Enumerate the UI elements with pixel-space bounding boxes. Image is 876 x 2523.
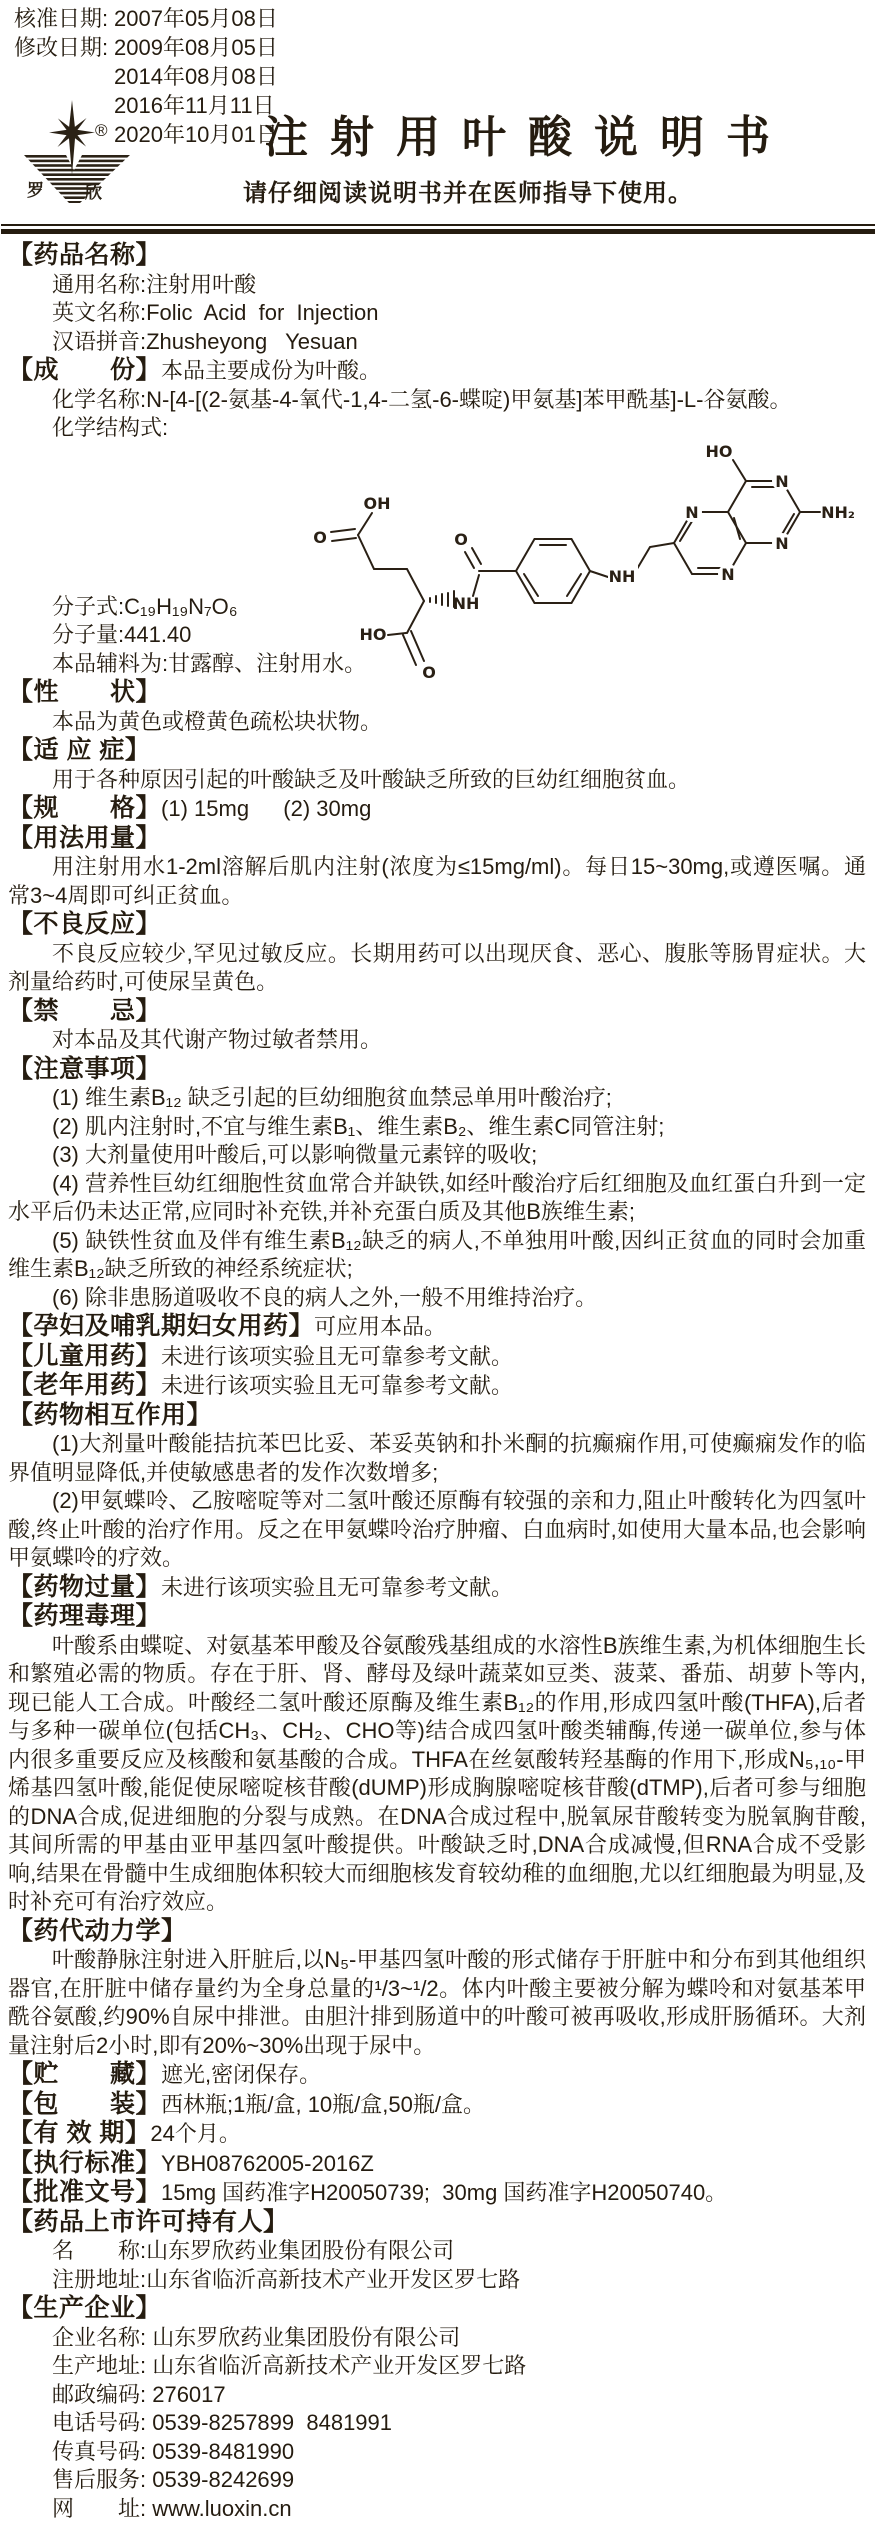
- section-heading: 【成 份】: [8, 356, 161, 384]
- section-pharmacology: [8, 1602, 866, 1917]
- atom-label: N: [685, 503, 698, 522]
- section-storage: [8, 2060, 866, 2090]
- text-line: 电话号码: 0539-8257899 8481991: [8, 2409, 866, 2438]
- section-heading: 【药物相互作用】: [8, 1401, 212, 1429]
- section-heading: 【药品名称】: [8, 241, 161, 269]
- section-strength: [8, 794, 866, 824]
- text-line: 对本品及其代谢产物过敏者禁用。: [8, 1026, 866, 1055]
- text-line: (2)甲氨蝶呤、乙胺嘧啶等对二氢叶酸还原酶有较强的亲和力,阻止叶酸转化为四氢叶酸,终止叶酸的治疗作用。反之在甲氨蝶呤治疗肿瘤、白血病时,如使用大量本品,也会影响甲氨蝶呤的疗效。: [8, 1487, 866, 1573]
- section-validity: [8, 2119, 866, 2149]
- logo-char-right: 欣: [85, 182, 102, 202]
- text-line: 不良反应较少,罕见过敏反应。长期用药可以出现厌食、恶心、腹胀等肠胃症状。大剂量给药时,可使尿呈黄色。: [8, 940, 866, 997]
- section-heading: 【有 效 期】: [8, 2119, 150, 2147]
- revision-date-value: 2014年08月08日: [114, 62, 278, 91]
- section-heading: 【儿童用药】: [8, 1342, 161, 1370]
- revision-date-value: 2016年11月11日: [114, 91, 278, 120]
- approval-date-value: 2007年05月08日: [114, 4, 278, 33]
- section-geriatric: [8, 1371, 866, 1401]
- section-heading: 【药理毒理】: [8, 1602, 161, 1630]
- section-heading: 【药品上市许可持有人】: [8, 2208, 289, 2236]
- section-pediatric: [8, 1342, 866, 1372]
- section-heading: 【药代动力学】: [8, 1917, 187, 1945]
- atom-label: O: [422, 663, 436, 682]
- text-line: 叶酸静脉注射进入肝脏后,以N₅-甲基四氢叶酸的形式储存于肝脏中和分布到其他组织器官,在肝脏中储存量约为全身总量的¹/3~¹/2。体内叶酸主要被分解为蝶呤和对氨基苯甲酰谷氨酸,约90%自尿中排泄。由胆汁排到肠道中的叶酸可被再吸收,形成肝肠循环。大剂量注射后2小时,即有20%~30%出现于尿中。: [8, 1946, 866, 2060]
- section-heading: 【贮 藏】: [8, 2060, 161, 2088]
- atom-label: OH: [364, 494, 391, 513]
- text-line: 售后服务: 0539-8242699: [8, 2466, 866, 2495]
- section-heading: 【适 应 症】: [8, 736, 150, 764]
- atom-label: NH₂: [821, 503, 855, 522]
- date-spacer: [14, 62, 112, 91]
- page-subtitle: 请仔细阅读说明书并在医师指导下使用。: [120, 178, 816, 209]
- text-line: 企业名称: 山东罗欣药业集团股份有限公司: [8, 2324, 866, 2353]
- text-line: 注册地址:山东省临沂高新技术产业开发区罗七路: [8, 2266, 866, 2295]
- section-heading: 【注意事项】: [8, 1055, 161, 1083]
- section-inline-text: 15mg 国药准字H20050739; 30mg 国药准字H20050740。: [161, 2180, 727, 2205]
- text-line: 叶酸系由蝶啶、对氨基苯甲酸及谷氨酸残基组成的水溶性B族维生素,为机体细胞生长和繁殖必需的物质。存在于肝、肾、酵母及绿叶蔬菜如豆类、菠菜、番茄、胡萝卜等内,现已能人工合成。叶酸经二氢叶酸还原酶及维生素B₁₂的作用,形成四氢叶酸(THFA),后者与多种一碳单位(包括CH₃、CH₂、CHO等)结合成四氢叶酸类辅酶,传递一碳单位,参与体内很多重要反应及核酸和氨基酸的合成。THFA在丝氨酸转羟基酶的作用下,形成N₅,₁₀-甲烯基四氢叶酸,能促使尿嘧啶核苷酸(dUMP)形成胸腺嘧啶核苷酸(dTMP),后者可参与细胞的DNA合成,促进细胞的分裂与成熟。在DNA合成过程中,脱氧尿苷酸转变为脱氧胸苷酸,其间所需的甲基由亚甲基四氢叶酸提供。叶酸缺乏时,DNA合成减慢,但RNA合成不受影响,结果在骨髓中生成细胞体积较大而细胞核发育较幼稚的血细胞,尤以红细胞最为明显,及时补充可有治疗效应。: [8, 1632, 866, 1917]
- section-heading: 【老年用药】: [8, 1371, 161, 1399]
- section-mah: [8, 2208, 866, 2295]
- section-indications: [8, 736, 866, 794]
- text-line: 网 址: www.luoxin.cn: [8, 2495, 866, 2523]
- atom-label: HO: [360, 625, 387, 644]
- approval-date-label: 核准日期:: [14, 4, 112, 33]
- page-title: 注射用叶酸说明书: [190, 116, 866, 160]
- double-rule-divider: [1, 224, 875, 234]
- section-heading: 【规 格】: [8, 794, 161, 822]
- section-heading: 【孕妇及哺乳期妇女用药】: [8, 1312, 314, 1340]
- star-icon: [43, 100, 100, 175]
- text-line: 化学结构式:: [8, 414, 866, 443]
- section-inline-text: 未进行该项实验且无可靠参考文献。: [161, 1575, 513, 1600]
- atom-label: NH: [453, 594, 480, 613]
- section-standard: [8, 2149, 866, 2179]
- section-pharmacokinetics: [8, 1917, 866, 2061]
- text-line: 生产地址: 山东省临沂高新技术产业开发区罗七路: [8, 2352, 866, 2381]
- section-inline-text: 遮光,密闭保存。: [161, 2062, 321, 2087]
- section-adverse-reactions: [8, 910, 866, 997]
- text-line: (4) 营养性巨幼红细胞性贫血常合并缺铁,如经叶酸治疗后红细胞及血红蛋白升到一定水平后仍未达正常,应同时补充铁,并补充蛋白质及其他B族维生素;: [8, 1170, 866, 1227]
- registered-mark-icon: ®: [95, 121, 108, 140]
- text-line: (3) 大剂量使用叶酸后,可以影响微量元素锌的吸收;: [8, 1141, 866, 1170]
- text-line: 本品为黄色或橙黄色疏松块状物。: [8, 708, 866, 737]
- section-interactions: [8, 1401, 866, 1573]
- text-line: 邮政编码: 276017: [8, 2381, 866, 2410]
- text-line: 化学名称:N-[4-[(2-氨基-4-氧代-1,4-二氢-6-蝶啶)甲氨基]苯甲酰基]-L-谷氨酸。: [8, 386, 866, 415]
- logo-char-left: 罗: [27, 180, 44, 200]
- section-heading: 【包 装】: [8, 2090, 161, 2118]
- section-ingredients: [8, 356, 866, 678]
- atom-label: HO: [706, 442, 733, 461]
- section-heading: 【性 状】: [8, 678, 161, 706]
- section-heading: 【药物过量】: [8, 1573, 161, 1601]
- text-line: 传真号码: 0539-8481990: [8, 2438, 866, 2467]
- text-line: 汉语拼音:Zhusheyong Yesuan: [8, 328, 866, 357]
- text-line: (1) 维生素B₁₂ 缺乏引起的巨幼细胞贫血禁忌单用叶酸治疗;: [8, 1084, 866, 1113]
- section-overdose: [8, 1573, 866, 1603]
- atom-label: O: [313, 528, 327, 547]
- section-heading: 【禁 忌】: [8, 997, 161, 1025]
- text-line: 用注射用水1-2ml溶解后肌内注射(浓度为≤15mg/ml)。每日15~30mg,或遵医嘱。通常3~4周即可纠正贫血。: [8, 853, 866, 910]
- text-line: 英文名称:Folic Acid for Injection: [8, 299, 866, 328]
- section-precautions: [8, 1055, 866, 1313]
- section-drug-name: [8, 241, 866, 356]
- section-packaging: [8, 2090, 866, 2120]
- header: [0, 0, 876, 224]
- section-heading: 【执行标准】: [8, 2149, 161, 2177]
- text-line: 通用名称:注射用叶酸: [8, 271, 866, 300]
- text-line: (5) 缺铁性贫血及伴有维生素B₁₂缺乏的病人,不单独用叶酸,因纠正贫血的同时会加重维生素B₁₂缺乏所致的神经系统症状;: [8, 1227, 866, 1284]
- section-inline-text: YBH08762005-2016Z: [161, 2151, 374, 2176]
- section-heading: 【用法用量】: [8, 824, 161, 852]
- chemical-structure-block: [8, 443, 866, 593]
- section-inline-text: 未进行该项实验且无可靠参考文献。: [161, 1373, 513, 1398]
- section-inline-text: 可应用本品。: [314, 1314, 446, 1339]
- section-inline-text: (1) 15mg (2) 30mg: [161, 796, 371, 821]
- text-line: 分子量:441.40: [8, 621, 866, 650]
- text-line: (2) 肌内注射时,不宜与维生素B₁、维生素B₂、维生素C同管注射;: [8, 1113, 866, 1142]
- text-line: 用于各种原因引起的叶酸缺乏及叶酸缺乏所致的巨幼红细胞贫血。: [8, 766, 866, 795]
- atom-label: N: [775, 534, 788, 553]
- revision-date-label: 修改日期:: [14, 33, 112, 62]
- section-dosage: [8, 824, 866, 911]
- section-inline-text: 未进行该项实验且无可靠参考文献。: [161, 1344, 513, 1369]
- section-inline-text: 24个月。: [150, 2121, 240, 2146]
- text-line: (6) 除非患肠道吸收不良的病人之外,一般不用维持治疗。: [8, 1284, 866, 1313]
- section-contraindications: [8, 997, 866, 1055]
- atom-label: O: [454, 530, 468, 549]
- section-heading: 【不良反应】: [8, 910, 161, 938]
- section-heading: 【批准文号】: [8, 2178, 161, 2206]
- section-manufacturer: [8, 2294, 866, 2523]
- revision-date-value: 2009年08月05日: [114, 33, 278, 62]
- section-approval-number: [8, 2178, 866, 2208]
- text-line: (1)大剂量叶酸能拮抗苯巴比妥、苯妥英钠和扑米酮的抗癫痫作用,可使癫痫发作的临界值明显降低,并使敏感患者的发作次数增多;: [8, 1430, 866, 1487]
- luoxin-logo-icon: [22, 99, 134, 207]
- section-inline-text: 本品主要成份为叶酸。: [161, 358, 381, 383]
- section-description: [8, 678, 866, 736]
- sections: [0, 234, 876, 2523]
- revision-date-value: 2020年10月01日: [114, 120, 278, 149]
- text-line: 名 称:山东罗欣药业集团股份有限公司: [8, 2237, 866, 2266]
- text-line: 本品辅料为:甘露醇、注射用水。: [8, 650, 866, 679]
- section-pregnancy: [8, 1312, 866, 1342]
- section-heading: 【生产企业】: [8, 2294, 161, 2322]
- folic-acid-structure-icon: [260, 431, 860, 681]
- atom-label: N: [721, 565, 734, 584]
- atom-label: NH: [609, 567, 636, 586]
- atom-label: N: [775, 472, 788, 491]
- section-inline-text: 西林瓶;1瓶/盒, 10瓶/盒,50瓶/盒。: [161, 2092, 485, 2117]
- text-line: 分子式:C₁₉H₁₉N₇O₆: [8, 593, 866, 622]
